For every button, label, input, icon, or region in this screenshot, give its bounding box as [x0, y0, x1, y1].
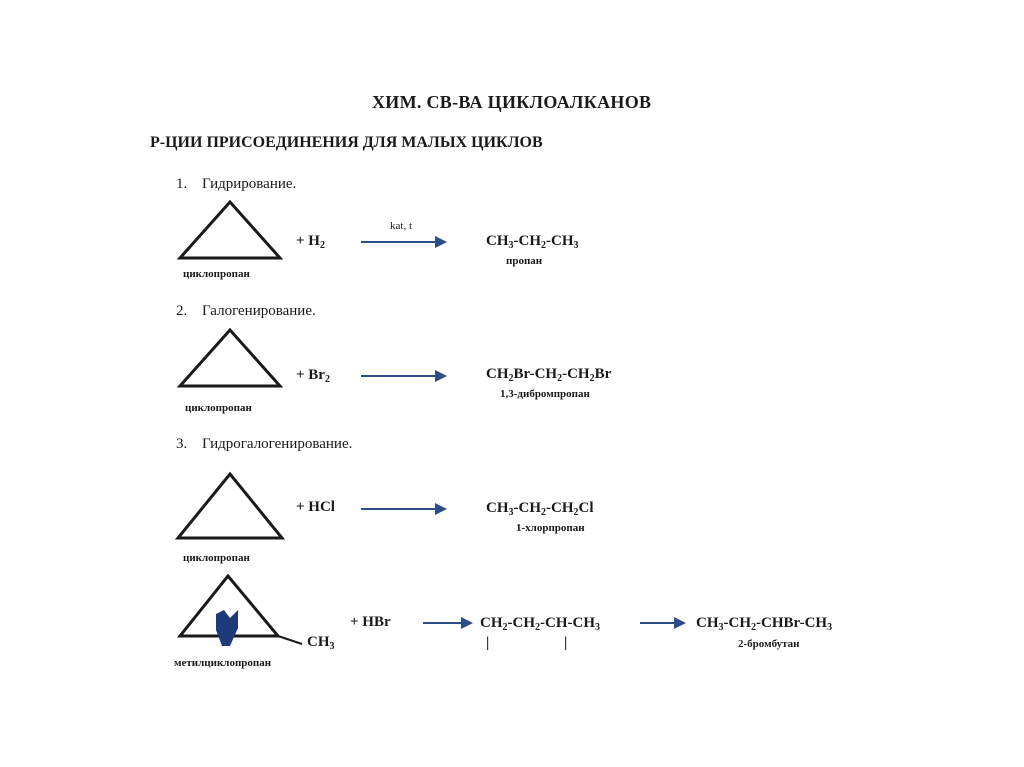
reagent: + HBr: [350, 614, 391, 630]
methylcyclopropane-triangle-icon: [172, 572, 312, 648]
methyl-bond-icon: [278, 636, 302, 644]
step-title: Галогенирование.: [202, 303, 316, 319]
step-number: 2.: [176, 303, 188, 319]
cyclopropane-triangle-icon: [168, 470, 292, 542]
reaction-3-heading: [176, 436, 352, 453]
reactant-label: циклопропан: [183, 552, 250, 564]
reagent: + HCl: [296, 499, 335, 515]
reactant-label: циклопропан: [183, 268, 250, 280]
reaction-1-heading: [176, 176, 296, 193]
step-title: Гидрогалогенирование.: [202, 436, 353, 452]
reactant-label: метилциклопропан: [174, 657, 272, 669]
methyl-substituent: $CH_3$: [307, 634, 335, 652]
product-formula: $CH_3-CH_2-CH_3$: [486, 233, 579, 251]
reaction-2-heading: [176, 303, 316, 320]
product-formula: $CH_2Br-CH_2-CH_2Br$: [486, 366, 612, 384]
section-subtitle: Р-ЦИИ ПРИСОЕДИНЕНИЯ ДЛЯ МАЛЫХ ЦИКЛОВ: [150, 134, 543, 151]
page-title: ХИМ. СВ-ВА ЦИКЛОАЛКАНОВ: [372, 92, 652, 112]
reaction-arrow-icon: [361, 503, 447, 515]
product-name: 2-бромбутан: [738, 638, 800, 650]
reaction-arrow-icon: [361, 236, 447, 248]
reaction-arrow-icon: [423, 617, 473, 629]
step-number: 1.: [176, 176, 188, 192]
product-name: 1,3-дибромпропан: [500, 388, 590, 400]
step-title: Гидрирование.: [202, 176, 297, 192]
cyclopropane-triangle-icon: [170, 198, 290, 262]
product-formula: $CH_3-CH_2-CH_2Cl$: [486, 500, 594, 518]
cyclopropane-triangle-icon: [170, 326, 290, 390]
product-name: пропан: [506, 255, 543, 267]
reagent: + $Br_2$: [296, 367, 330, 385]
reactant-label: циклопропан: [185, 402, 252, 414]
product-name: 1-хлорпропан: [516, 522, 585, 534]
reaction-condition: kat, t: [390, 220, 412, 232]
methyl-marker-icon: [216, 610, 238, 646]
reaction-arrow-icon: [361, 370, 447, 382]
intermediate-formula: $CH_2-CH_2-CH-CH_3$: [480, 615, 600, 633]
open-bond-marker: |: [486, 635, 490, 651]
reaction-arrow-icon: [640, 617, 686, 629]
product-formula: $CH_3-CH_2-CHBr-CH_3$: [696, 615, 833, 633]
step-number: 3.: [176, 436, 188, 452]
reagent: + $H_2$: [296, 233, 325, 251]
open-bond-marker: |: [564, 635, 568, 651]
